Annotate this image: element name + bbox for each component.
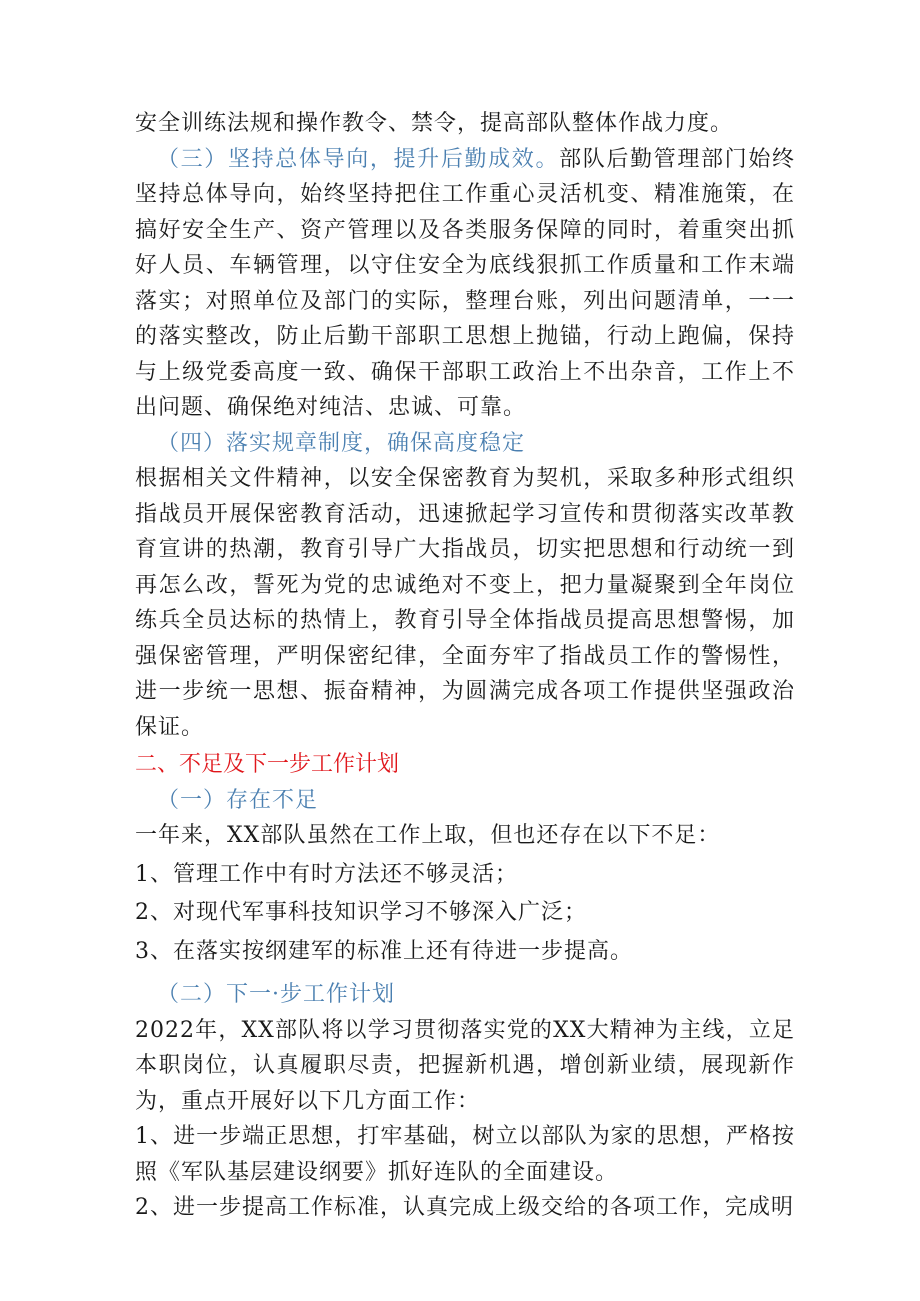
subheading-next-plan: （二）下一·步工作计划 <box>157 982 395 1007</box>
subheading-shortcomings: （一）存在不足 <box>157 787 319 813</box>
list-item-plan-2: 2、进一步提高工作标准，认真完成上级交给的各项工作，完成明 <box>135 1195 794 1220</box>
subheading-logistics: （三）坚持总体导向，提升后勤成效。 <box>157 146 560 172</box>
list-item-shortcoming-2: 2、对现代军事科技知识学习不够深入广泛； <box>135 900 587 925</box>
paragraph-logistics-body: 部队后勤管理部门始终坚持总体导向，始终坚持把住工作重心灵活机变、精准施策，在搞好安全生产、资产管理以及各类服务保障的同时，着重突出抓好人员、车辆管理，以守住安全为底线狠抓工作质量和工作末端落实；对照单位及部门的实际，整理台账，列出问题清单，一一的落实整改，防止后勤干部职工思想上抛锚，行动上跑偏，保持与上级党委高度一致、确保干部职工政治上不出杂音，工作上不出问题、确保绝对纯洁、忠诚、可靠。 <box>135 146 795 420</box>
list-item-shortcoming-1: 1、管理工作中有时方法还不够灵活； <box>135 861 518 887</box>
paragraph-regulations-body: 根据相关文件精神，以安全保密教育为契机，采取多种形式组织指战员开展保密教育活动，迅速掀起学习宣传和贯彻落实改革教育宣讲的热潮，教育引导广大指战员，切实把思想和行动统一到再怎么改，誓死为党的忠诚绝对不变上，把力量凝聚到全年岗位练兵全员达标的热情上，教育引导全体指战员提高思想警惕，加强保密管理，严明保密纪律，全面夯牢了指战员工作的警惕性，进一步统一思想、振奋精神，为圆满完成各项工作提供坚强政治保证。 <box>135 466 795 740</box>
list-item-shortcoming-3: 3、在落实按纲建军的标准上还有待进一步提高。 <box>135 938 633 964</box>
section-title-shortcomings: 二、不足及下一步工作计划 <box>135 752 400 777</box>
paragraph-safety-training: 安全训练法规和操作教令、禁令，提高部队整体作战力度。 <box>135 111 734 136</box>
paragraph-logistics <box>135 142 795 426</box>
paragraph-shortcomings-intro: 一年来，XX部队虽然在工作上取，但也还存在以下不足： <box>135 823 721 848</box>
paragraph-next-plan-intro: 2022年，XX部队将以学习贯彻落实党的XX大精神为主线，立足本职岗位，认真履职尽责，把握新机遇，增创新业绩，展现新作为，重点开展好以下几方面工作： <box>135 1017 795 1114</box>
document-body <box>135 106 795 1226</box>
subheading-regulations: （四）落实规章制度，确保高度稳定 <box>157 430 526 456</box>
list-item-plan-1: 1、进一步端正思想，打牢基础，树立以部队为家的思想，严格按照《军队基层建设纲要》抓好连队的全面建设。 <box>135 1124 795 1185</box>
